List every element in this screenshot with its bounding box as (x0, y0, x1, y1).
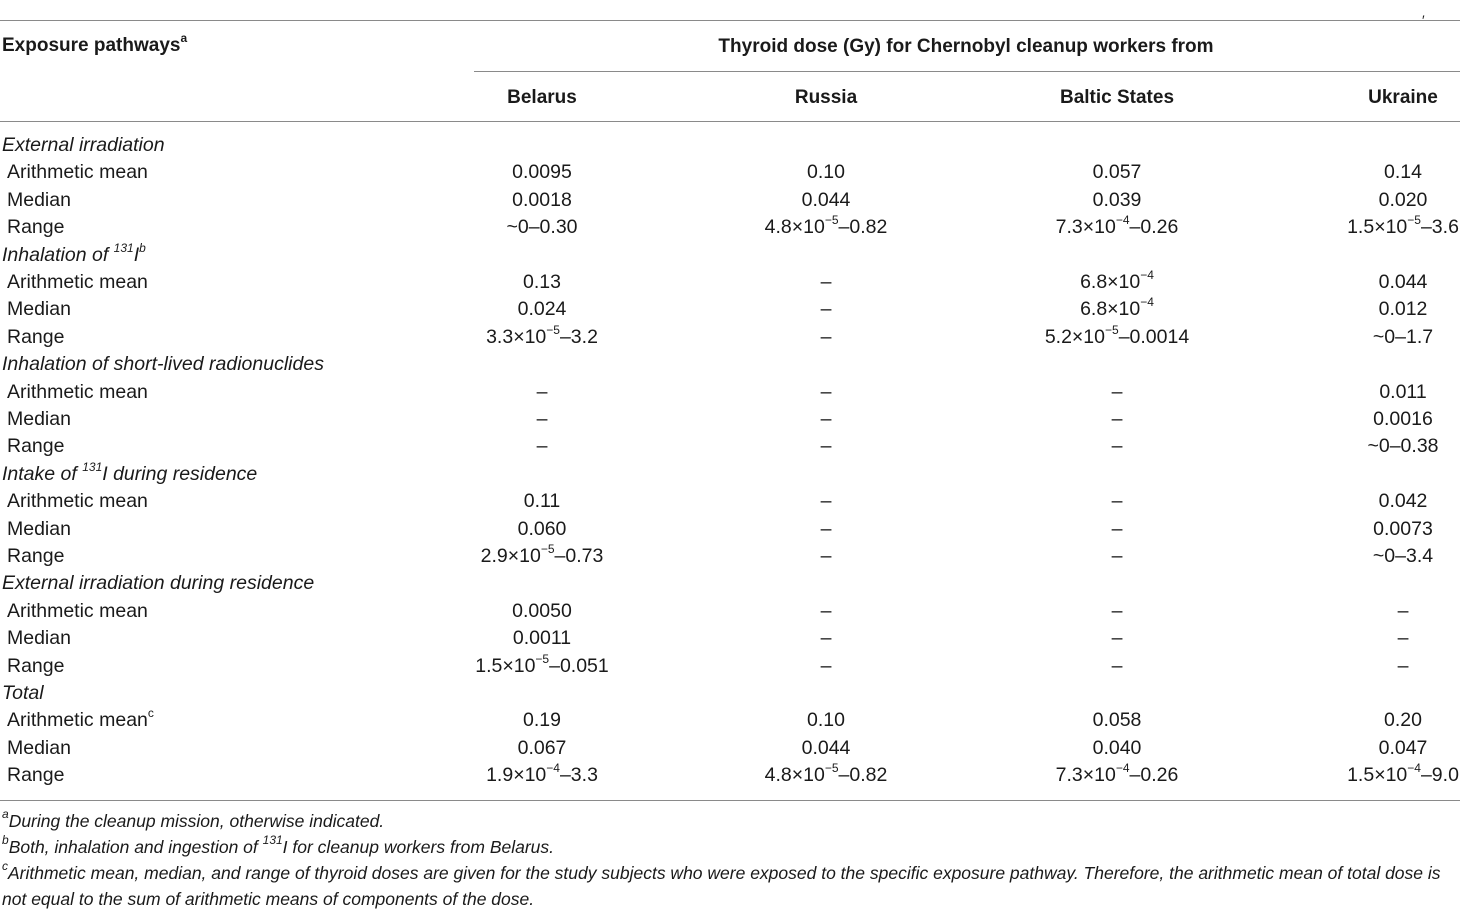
column-header-baltic-states: Baltic States (1059, 87, 1175, 108)
cell-belarus: $1.9\times 10^{-4}-3.3$ (486, 760, 598, 786)
cell-russia: – (820, 600, 832, 622)
cell-ukraine: $1.5\times 10^{-5}-3.6$ (1347, 212, 1459, 238)
column-header-belarus: Belarus (507, 87, 577, 108)
cell-ukraine: ~0–1.7 (1372, 326, 1434, 348)
table-row (0, 161, 1460, 188)
row-label: Median (7, 518, 71, 540)
row-label: Arithmetic mean (7, 271, 148, 293)
cell-baltic-states: 0.039 (1092, 189, 1142, 211)
top-rule (0, 20, 1460, 21)
pathway-column-header (2, 30, 188, 57)
table-row (0, 651, 1460, 682)
row-label: Median (7, 189, 71, 211)
footnote-c-mark: c (2, 859, 8, 874)
cell-russia: 0.10 (807, 709, 845, 731)
footnote-b (2, 834, 1458, 860)
section-title: Inhalation of short-lived radionuclides (2, 353, 324, 375)
cell-belarus: 0.0018 (512, 189, 572, 211)
section-title: External irradiation (2, 134, 165, 156)
cell-russia: – (820, 435, 832, 457)
table-row (0, 435, 1460, 462)
cell-russia: – (820, 627, 832, 649)
section-title: External irradiation during residence (2, 572, 315, 594)
pathway-header-footnote-mark: a (180, 30, 188, 45)
pathway-header-text: Exposure pathways (2, 35, 181, 56)
bottom-rule (0, 800, 1460, 801)
cell-russia: – (820, 271, 832, 293)
cell-baltic-states: – (1111, 627, 1123, 649)
row-label: Arithmetic mean (7, 490, 148, 512)
column-header-ukraine: Ukraine (1368, 87, 1438, 108)
table-row (0, 322, 1460, 353)
cell-russia: – (820, 408, 832, 430)
cell-baltic-states: – (1111, 435, 1123, 457)
cell-baltic-states: – (1111, 408, 1123, 430)
row-label: Range (7, 545, 65, 567)
cell-belarus: $2.9\times 10^{-5}-0.73$ (480, 541, 604, 567)
cell-ukraine: $1.5\times 10^{-4}-9.0$ (1347, 760, 1459, 786)
cell-ukraine: 0.020 (1378, 189, 1428, 211)
table-row (0, 627, 1460, 654)
cell-belarus: 0.024 (517, 298, 567, 320)
cell-ukraine: 0.0016 (1373, 408, 1433, 430)
footnote-a-mark: a (2, 807, 9, 822)
footnote-c (2, 860, 1458, 912)
cell-belarus: $3.3\times 10^{-5}-3.2$ (486, 322, 598, 348)
row-label: Arithmetic mean$^c$ (7, 705, 154, 731)
table-row (0, 760, 1460, 791)
row-label: Arithmetic mean (7, 600, 148, 622)
cell-ukraine: ~0–3.4 (1372, 545, 1434, 567)
cell-baltic-states: $7.3\times 10^{-4}-0.26$ (1055, 760, 1179, 786)
cell-baltic-states: – (1111, 545, 1123, 567)
cell-ukraine: 0.20 (1384, 709, 1422, 731)
cell-baltic-states: 0.040 (1092, 737, 1142, 759)
row-label: Arithmetic mean (7, 161, 148, 183)
cell-belarus: – (536, 435, 548, 457)
table-row (0, 541, 1460, 572)
cell-ukraine: 0.042 (1378, 490, 1428, 512)
cell-ukraine: – (1397, 655, 1409, 677)
row-label: Median (7, 298, 71, 320)
cell-russia: – (820, 518, 832, 540)
cell-baltic-states: 0.057 (1092, 161, 1142, 183)
footnote-a (2, 808, 1458, 834)
cell-baltic-states: $6.8\times 10^{-4}$ (1080, 267, 1154, 293)
cell-belarus: 0.0011 (512, 627, 572, 649)
cell-baltic-states: – (1111, 490, 1123, 512)
cell-baltic-states: – (1111, 600, 1123, 622)
cell-baltic-states: – (1111, 655, 1123, 677)
cell-ukraine: 0.044 (1378, 271, 1428, 293)
table-row (0, 737, 1460, 764)
cell-ukraine: 0.0073 (1373, 518, 1433, 540)
cell-russia: – (820, 326, 832, 348)
table-row (0, 490, 1460, 517)
section-title: Intake of $^{131}$I during residence (2, 459, 258, 485)
cell-belarus: 0.060 (517, 518, 567, 540)
cell-ukraine: – (1397, 600, 1409, 622)
cell-belarus: 0.067 (517, 737, 567, 759)
cell-baltic-states: – (1111, 518, 1123, 540)
cell-belarus: 0.19 (523, 709, 561, 731)
row-label: Range (7, 655, 65, 677)
cell-belarus: 0.0095 (512, 161, 572, 183)
table-row (0, 212, 1460, 243)
header-rule (0, 121, 1460, 122)
cell-russia: $4.8\times 10^{-5}-0.82$ (764, 760, 888, 786)
row-label: Range (7, 326, 65, 348)
cell-baltic-states: $6.8\times 10^{-4}$ (1080, 294, 1154, 320)
table-row (0, 189, 1460, 216)
cell-baltic-states: $7.3\times 10^{-4}-0.26$ (1055, 212, 1179, 238)
cell-ukraine: – (1397, 627, 1409, 649)
cell-belarus: 0.11 (523, 490, 561, 512)
cell-belarus: – (536, 408, 548, 430)
table-row (0, 705, 1460, 736)
table-row (0, 381, 1460, 408)
row-label: Range (7, 764, 65, 786)
cell-ukraine: 0.011 (1379, 381, 1427, 403)
dose-group-header: Thyroid dose (Gy) for Chernobyl cleanup workers from (718, 36, 1214, 57)
table-row (0, 408, 1460, 435)
column-header-russia: Russia (794, 87, 858, 108)
cell-russia: – (820, 490, 832, 512)
cell-russia: – (820, 545, 832, 567)
footnote-c-text: Arithmetic mean, median, and range of thyroid doses are given for the study subjects who were exposed to the specific exposure pathway. Therefore, the arithmetic mean of total dose is not equal to the sum of arithmetic means of components of the dose. (2, 863, 1441, 909)
footnote-a-text: During the cleanup mission, otherwise indicated. (8, 811, 385, 831)
cell-russia: $4.8\times 10^{-5}-0.82$ (764, 212, 888, 238)
cell-russia: – (820, 381, 832, 403)
cell-russia: 0.044 (801, 189, 851, 211)
row-label: Range (7, 435, 65, 457)
section-title: Total (2, 682, 44, 704)
cell-russia: 0.10 (807, 161, 845, 183)
row-label: Median (7, 627, 71, 649)
cell-russia: – (820, 655, 832, 677)
cell-baltic-states: $5.2\times 10^{-5}-0.0014$ (1044, 322, 1190, 348)
table-row (0, 518, 1460, 545)
cell-ukraine: 0.14 (1384, 161, 1422, 183)
cell-russia: – (820, 298, 832, 320)
row-label: Arithmetic mean (7, 381, 148, 403)
cell-belarus: ~0–0.30 (506, 216, 578, 238)
cell-belarus: – (536, 381, 548, 403)
cell-ukraine: 0.012 (1378, 298, 1428, 320)
cell-baltic-states: – (1111, 381, 1123, 403)
row-label: Median (7, 737, 71, 759)
footnote-b-text: Both, inhalation and ingestion of $^{131}$I for cleanup workers from Belarus. (8, 833, 555, 857)
table-row (0, 294, 1460, 325)
cell-baltic-states: 0.058 (1092, 709, 1142, 731)
section-title: Inhalation of $^{131}I^b$ (2, 240, 146, 266)
cell-ukraine: ~0–0.38 (1367, 435, 1439, 457)
cell-russia: 0.044 (801, 737, 851, 759)
row-label: Range (7, 216, 65, 238)
table-row (0, 600, 1460, 627)
footnote-b-mark: b (2, 833, 9, 848)
cell-belarus: 0.0050 (512, 600, 572, 622)
corner-mark: ′ (1422, 12, 1425, 28)
table-row (0, 267, 1460, 298)
row-label: Median (7, 408, 71, 430)
cell-belarus: 0.13 (523, 271, 561, 293)
cell-belarus: $1.5\times 10^{-5}-0.051$ (475, 651, 609, 677)
group-rule (474, 71, 1460, 72)
cell-ukraine: 0.047 (1378, 737, 1428, 759)
